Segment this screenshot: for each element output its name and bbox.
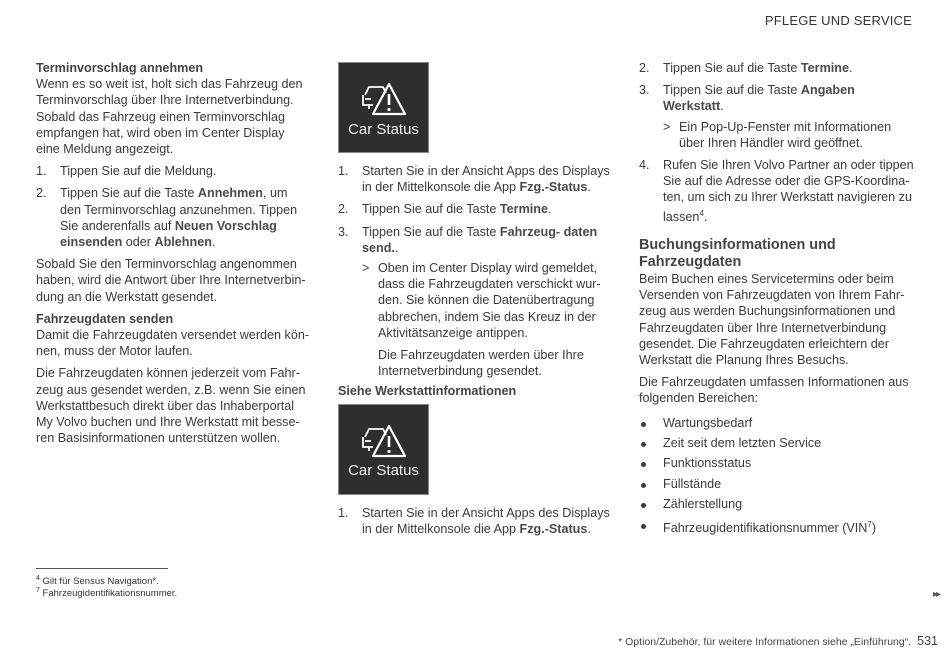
keyword: Ablehnen: [154, 235, 212, 250]
step-text: .: [720, 99, 724, 114]
result-arrow: >: [663, 119, 671, 134]
footnote-ref: 7: [867, 519, 872, 529]
paragraph: Sobald Sie den Terminvorschlag angenommen haben, wird die Antwort über Ihre Internetverbindung an die Werkstatt gesendet.: [36, 257, 306, 304]
step-text: .: [211, 235, 216, 250]
step-number: 3.: [639, 83, 650, 98]
step-text: .: [587, 521, 591, 536]
step-list: [639, 60, 914, 225]
list-item: [639, 82, 914, 151]
sub-result: [362, 260, 613, 341]
step-number: 2.: [36, 186, 47, 201]
step-number: 2.: [639, 61, 650, 75]
bullet-dot: [641, 483, 646, 488]
bullet-dot: [641, 503, 646, 508]
bullet-item: [639, 517, 914, 536]
keyword: Termine: [800, 61, 849, 75]
paragraph: Wenn es so weit ist, holt sich das Fahrzeug den Terminvorschlag über Ihre Internetverbindung. Sobald das Fahrzeug einen Terminvorschlag empfangen hat, wird oben im Center Display eine Meldung angezeigt.: [36, 77, 303, 157]
bullet-list: [639, 415, 914, 536]
step-number: 4.: [639, 158, 650, 173]
bullet-dot: [641, 462, 646, 467]
footnote-ref: 4: [699, 208, 704, 218]
step-text: oder: [122, 235, 155, 250]
bullet-dot: [641, 442, 646, 447]
keyword: Angaben Werkstatt: [663, 83, 855, 114]
bullet-text: Funktionsstatus: [663, 456, 752, 471]
step-list: [36, 163, 311, 250]
step-text: Tippen Sie auf die Taste: [60, 186, 198, 201]
step-text: Rufen Sie Ihren Volvo Partner an oder tippen Sie auf die Adresse oder die GPS-Koordinaten, um sich zu Ihrer Werkstatt navigieren zu lassen: [663, 158, 914, 224]
footnote-text: Gilt für Sensus Navigation*.: [42, 576, 159, 588]
heading-terminvorschlag: Terminvorschlag annehmen: [36, 61, 204, 75]
sub-result-continued: Die Fahrzeugdaten werden über Ihre Internetverbindung gesendet.: [378, 348, 584, 379]
step-number: 2.: [338, 202, 349, 217]
bullet-item: [639, 455, 914, 471]
list-item: [36, 185, 311, 250]
column-3: [639, 60, 914, 540]
step-text: .: [848, 61, 853, 75]
keyword: Annehmen: [197, 186, 263, 201]
paragraph: Die Fahrzeugdaten können jederzeit vom Fahrzeug aus gesendet werden, z.B. wenn Sie einen Werkstattbesuch direkt über das Inhaberportal My Volvo buchen und Ihre Werkstatt mit besseren Basisinformationen unterstützen wollen.: [36, 366, 306, 446]
bullet-item: [639, 476, 914, 492]
step-text: Tippen Sie auf die Taste: [663, 61, 801, 75]
page-footer: [618, 633, 938, 650]
step-text: Starten Sie in der Ansicht Apps des Displays in der Mittelkonsole die App: [362, 164, 610, 195]
bullet-text: Füllstände: [663, 476, 722, 491]
bullet-item: [639, 435, 914, 451]
list-item: [639, 60, 914, 76]
column-2: [338, 62, 613, 543]
list-item: [338, 224, 613, 380]
paragraph: Die Fahrzeugdaten umfassen Informationen aus folgenden Bereichen:: [639, 375, 909, 406]
footnote: [36, 585, 177, 600]
bullet-text: Fahrzeugidentifikationsnummer (VIN: [663, 520, 868, 535]
section-header: PFLEGE UND SERVICE: [764, 13, 912, 28]
step-text: .: [703, 209, 708, 224]
car-warning-icon: [361, 81, 407, 117]
list-item: [338, 163, 613, 195]
step-text: .: [394, 240, 399, 255]
car-warning-icon: [361, 423, 407, 459]
result-arrow: >: [362, 261, 370, 276]
footnote-text: Fahrzeugidentifikationsnummer.: [42, 588, 178, 600]
step-text: Tippen Sie auf die Taste: [362, 202, 500, 217]
paragraph: Damit die Fahrzeugdaten versendet werden können, muss der Motor laufen.: [36, 328, 310, 359]
list-item: [36, 163, 311, 179]
keyword: Termine: [499, 202, 548, 217]
step-text: .: [587, 180, 591, 195]
footnote-number: 7: [36, 587, 40, 594]
keyword: Fzg.-Status: [519, 521, 588, 536]
step-text: .: [547, 202, 552, 217]
bullet-item: [639, 415, 914, 431]
list-item: [338, 201, 613, 217]
paragraph: Beim Buchen eines Servicetermins oder beim Versenden von Fahrzeugdaten von Ihrem Fahrzeug aus werden Buchungsinformationen und Fahrzeugdaten über Ihre Internetverbindung gesendet. Die Fahrzeugdaten erleichtern der Werkstatt die Planung Ihres Besuchs.: [639, 272, 905, 368]
bullet-text: ): [871, 520, 877, 535]
keyword: Fahrzeug- daten send.: [362, 224, 598, 255]
list-item: [639, 157, 914, 225]
bullet-text: Zeit seit dem letzten Service: [663, 436, 822, 451]
footer-note: * Option/Zubehör, für weitere Informationen siehe „Einführung“.: [618, 636, 912, 648]
step-text: Tippen Sie auf die Taste: [362, 224, 500, 239]
car-status-tile: [338, 404, 429, 495]
bullet-text: Zählerstellung: [663, 497, 743, 512]
car-status-tile: [338, 62, 429, 153]
list-item: [338, 505, 613, 537]
step-number: 1.: [36, 164, 47, 179]
heading-werkstattinformationen: Siehe Werkstattinformationen: [338, 384, 517, 399]
keyword: Fzg.-Status: [519, 180, 588, 195]
step-text: Starten Sie in der Ansicht Apps des Displays in der Mittelkonsole die App: [362, 505, 610, 536]
step-text: Tippen Sie auf die Meldung.: [60, 164, 217, 179]
page-number: 531: [917, 634, 938, 648]
step-number: 1.: [338, 164, 349, 178]
step-number: 1.: [338, 505, 349, 520]
bullet-item: [639, 496, 914, 512]
step-list: [338, 505, 613, 537]
sub-result: [663, 119, 914, 151]
step-text: , um den Terminvorschlag anzunehmen. Tippen Sie anderenfalls auf: [60, 186, 298, 233]
step-text: Tippen Sie auf die Taste: [663, 83, 801, 98]
footnote-number: 4: [36, 575, 40, 582]
heading-fahrzeugdaten-senden: Fahrzeugdaten senden: [36, 311, 174, 326]
step-number: 3.: [338, 224, 349, 239]
bullet-text: Wartungsbedarf: [663, 415, 753, 430]
step-list: [338, 163, 613, 379]
continue-arrow-icon: ▸▸: [932, 589, 939, 600]
tile-label: Car Status: [348, 120, 419, 138]
result-text: Oben im Center Display wird gemeldet, dass die Fahrzeugdaten verschickt wurden. Sie können die Datenübertragung abbrechen, indem Sie das Kreuz in der Aktivitätsanzeige antippen.: [378, 261, 601, 340]
column-1: [36, 60, 311, 452]
heading-buchungsinformationen: Buchungsinformationen und Fahrzeugdaten: [639, 237, 836, 271]
tile-label: Car Status: [348, 462, 419, 480]
result-text: Ein Pop-Up-Fenster mit Informationen über Ihren Händler wird geöffnet.: [679, 119, 892, 150]
keyword: Neuen Vorschlag einsenden: [60, 218, 277, 250]
bullet-dot: [641, 524, 646, 529]
bullet-dot: [641, 422, 646, 427]
footnote-divider: [36, 568, 168, 569]
